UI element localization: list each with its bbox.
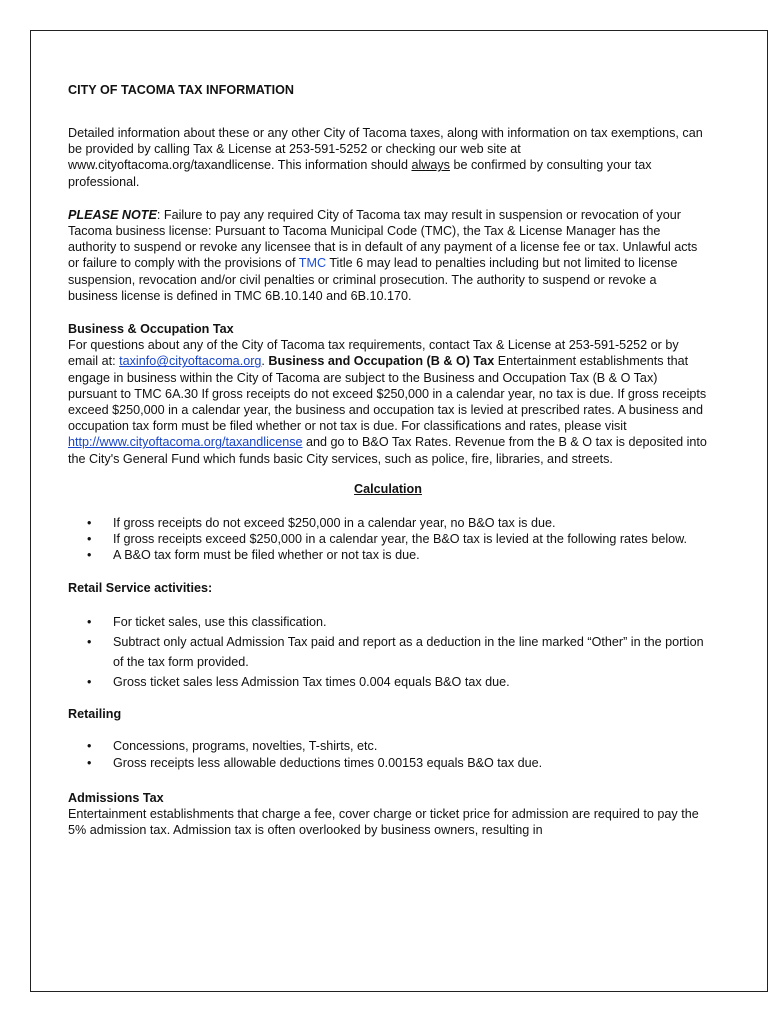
bo-text-end: and go to B&O Tax Rates. Revenue from the B & O tax is deposited into the City's General Fund which funds basic City services, such as police, fire, libraries, and streets.	[68, 435, 707, 466]
bo-text-before: For questions about any of the City of Tacoma tax requirements, contact Tax & License at 253-591-5252 or by email at:	[68, 338, 679, 369]
document-title: CITY OF TACOMA TAX INFORMATION	[68, 83, 294, 97]
note-paragraph	[68, 207, 708, 304]
retail-service-list	[68, 612, 708, 692]
bo-body: Entertainment establishments that engage in business within the City of Tacoma are subject to the Business and Occupation Tax (B & O Tax) pursuant to TMC 6A.30 If gross receipts do not exceed $250,000 in a calendar year, no tax is due. If gross receipts exceed $250,000 in a calendar year, the business and occupation tax is levied at prescribed rates. A business and occupation tax form must be filed whether or not tax is due. For classifications and rates, please visit	[68, 354, 707, 434]
note-text-before: : Failure to pay any required City of Tacoma tax may result in suspension or revocation of your Tacoma business license: Pursuant to Tacoma Municipal Code (TMC), the Tax & License Manager has the authority to suspend or revoke any licensee that is in default of any payment of a license fee or tax. Unlawful acts or failure to comply with the provisions of	[68, 207, 698, 271]
email-link[interactable]: taxinfo@cityoftacoma.org	[119, 354, 262, 369]
retail-service-heading: Retail Service activities:	[68, 580, 213, 595]
taxandlicense-link[interactable]: http://www.cityoftacoma.org/taxandlicense	[68, 435, 303, 450]
bo-tax-heading: Business & Occupation Tax	[68, 322, 234, 337]
retailing-heading: Retailing	[68, 706, 122, 721]
intro-emphasis: always	[411, 158, 450, 173]
list-item: • Subtract only actual Admission Tax paid and report as a deduction in the line marked “Other” in the portion of the tax form provided.	[68, 632, 708, 672]
list-item: • If gross receipts do not exceed $250,000 in a calendar year, no B&O tax is due.	[68, 515, 708, 531]
intro-paragraph	[68, 125, 708, 190]
bo-inline-heading: Business and Occupation (B & O) Tax	[268, 354, 495, 369]
bo-tax-paragraph	[68, 337, 708, 467]
intro-text-after: be confirmed by consulting your tax professional.	[68, 158, 652, 189]
list-item: • Concessions, programs, novelties, T-shirts, etc.	[68, 738, 708, 755]
list-item: • Gross receipts less allowable deductions times 0.00153 equals B&O tax due.	[68, 755, 708, 772]
list-item: • A B&O tax form must be filed whether or not tax is due.	[68, 547, 708, 563]
note-label: PLEASE NOTE	[68, 207, 157, 222]
bo-text-mid: .	[261, 354, 269, 369]
note-text-after: Title 6 may lead to penalties including but not limited to license suspension, revocation and/or civil penalties or criminal prosecution. The authority to suspend or revoke a business license is defined in TMC 6B.10.140 and 6B.10.170.	[68, 256, 678, 303]
tmc-reference: TMC	[298, 256, 327, 271]
document-body	[68, 82, 708, 839]
list-item: • If gross receipts exceed $250,000 in a calendar year, the B&O tax is levied at the following rates below.	[68, 531, 708, 547]
intro-text-before: Detailed information about these or any other City of Tacoma taxes, along with information on tax exemptions, can be provided by calling Tax & License at 253-591-5252 or checking our web site at www.cityoftacoma.org/taxandlicense. This information should	[68, 126, 703, 173]
list-item: • For ticket sales, use this classification.	[68, 612, 708, 632]
calculation-list	[68, 515, 708, 564]
list-item: • Gross ticket sales less Admission Tax times 0.004 equals B&O tax due.	[68, 672, 708, 692]
admissions-tax-paragraph: Entertainment establishments that charge a fee, cover charge or ticket price for admission are required to pay the 5% admission tax. Admission tax is often overlooked by business owners, resulting in	[68, 807, 699, 838]
admissions-tax-heading: Admissions Tax	[68, 791, 164, 806]
calculation-title: Calculation	[354, 481, 422, 496]
retailing-list	[68, 738, 708, 772]
